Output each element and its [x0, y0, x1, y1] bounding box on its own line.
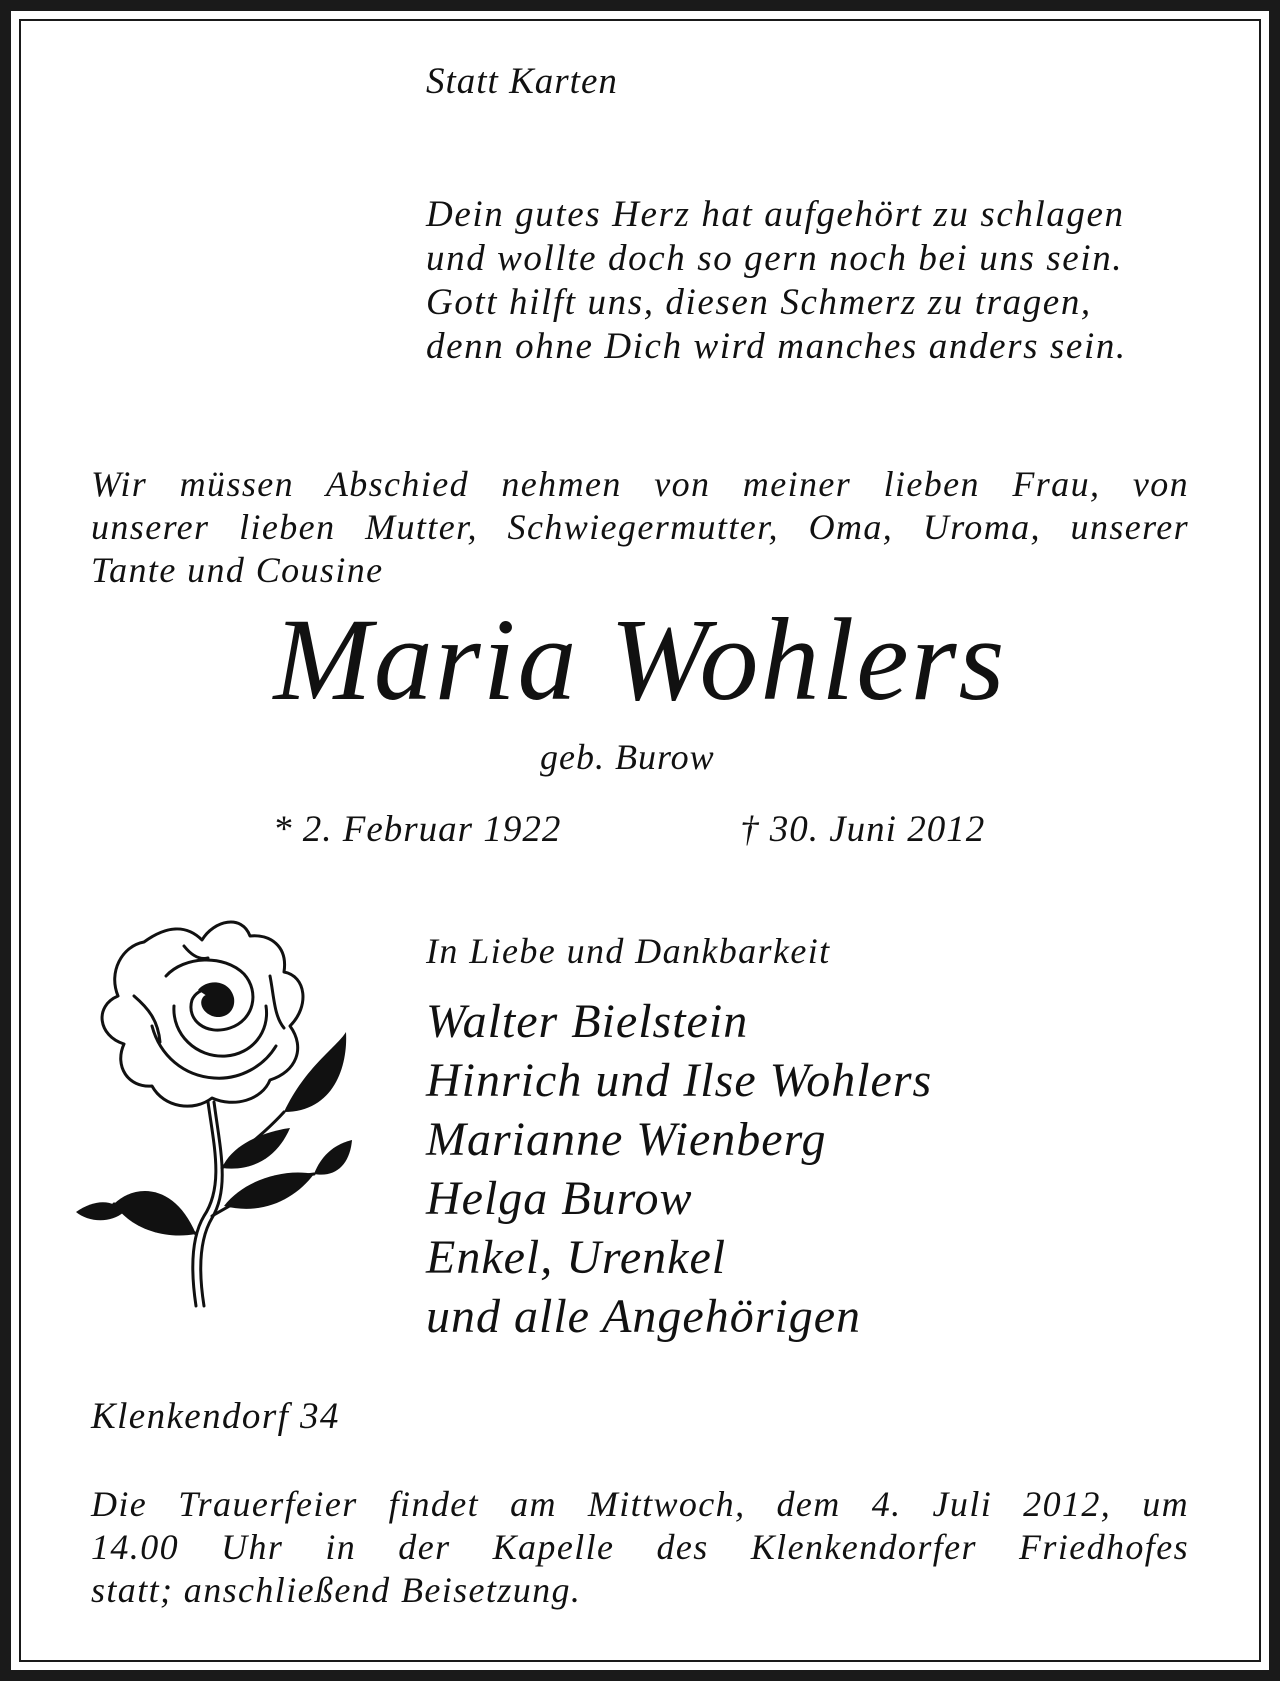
poem-line: und wollte doch so gern noch bei uns sein.: [426, 238, 1124, 279]
rose-leaf: [284, 1032, 346, 1112]
intro-line: Tante und Cousine: [91, 550, 384, 590]
rose-leaf: [114, 1191, 196, 1236]
address: Klenkendorf 34: [91, 1396, 340, 1437]
mourner-name: Helga Burow: [426, 1172, 693, 1225]
mourner-name: Marianne Wienberg: [426, 1113, 827, 1166]
intro-line: Wir müssen Abschied nehmen von meiner lieben Frau, von: [91, 464, 1189, 504]
deceased-name: Maria Wohlers: [273, 594, 1007, 725]
poem-line: Dein gutes Herz hat aufgehört zu schlagen: [426, 194, 1125, 235]
poem-line: Gott hilft uns, diesen Schmerz zu tragen,: [426, 282, 1092, 323]
funeral-line: Die Trauerfeier findet am Mittwoch, dem 4. Juli 2012, um: [91, 1484, 1189, 1524]
mourner-name: Hinrich und Ilse Wohlers: [426, 1054, 933, 1107]
funeral-line: statt; anschließend Beisetzung.: [91, 1570, 582, 1610]
birth-date: * 2. Februar 1922: [273, 809, 562, 850]
funeral-line: 14.00 Uhr in der Kapelle des Klenkendorfer Friedhofes: [91, 1527, 1189, 1567]
mourner-name: und alle Angehörigen: [426, 1290, 862, 1343]
mourner-name: Walter Bielstein: [426, 995, 749, 1048]
rose-leaf: [224, 1172, 314, 1208]
intro-text: [91, 463, 1189, 592]
rose-leaf: [314, 1140, 352, 1175]
header-note: Statt Karten: [426, 61, 618, 102]
mourners-list: [426, 992, 932, 1346]
mourners-intro: In Liebe und Dankbarkeit: [426, 931, 831, 971]
death-date: † 30. Juni 2012: [740, 809, 986, 850]
intro-line: unserer lieben Mutter, Schwiegermutter, Oma, Uroma, unserer: [91, 507, 1189, 547]
poem-line: denn ohne Dich wird manches anders sein.: [426, 326, 1127, 367]
rose-leaf: [222, 1128, 290, 1169]
birth-name: geb. Burow: [540, 737, 715, 777]
funeral-notice: [91, 1483, 1189, 1612]
rose-stem: [193, 1102, 216, 1306]
poem: [426, 193, 1127, 369]
rose-icon: [74, 916, 352, 1312]
mourner-name: Enkel, Urenkel: [426, 1231, 727, 1284]
